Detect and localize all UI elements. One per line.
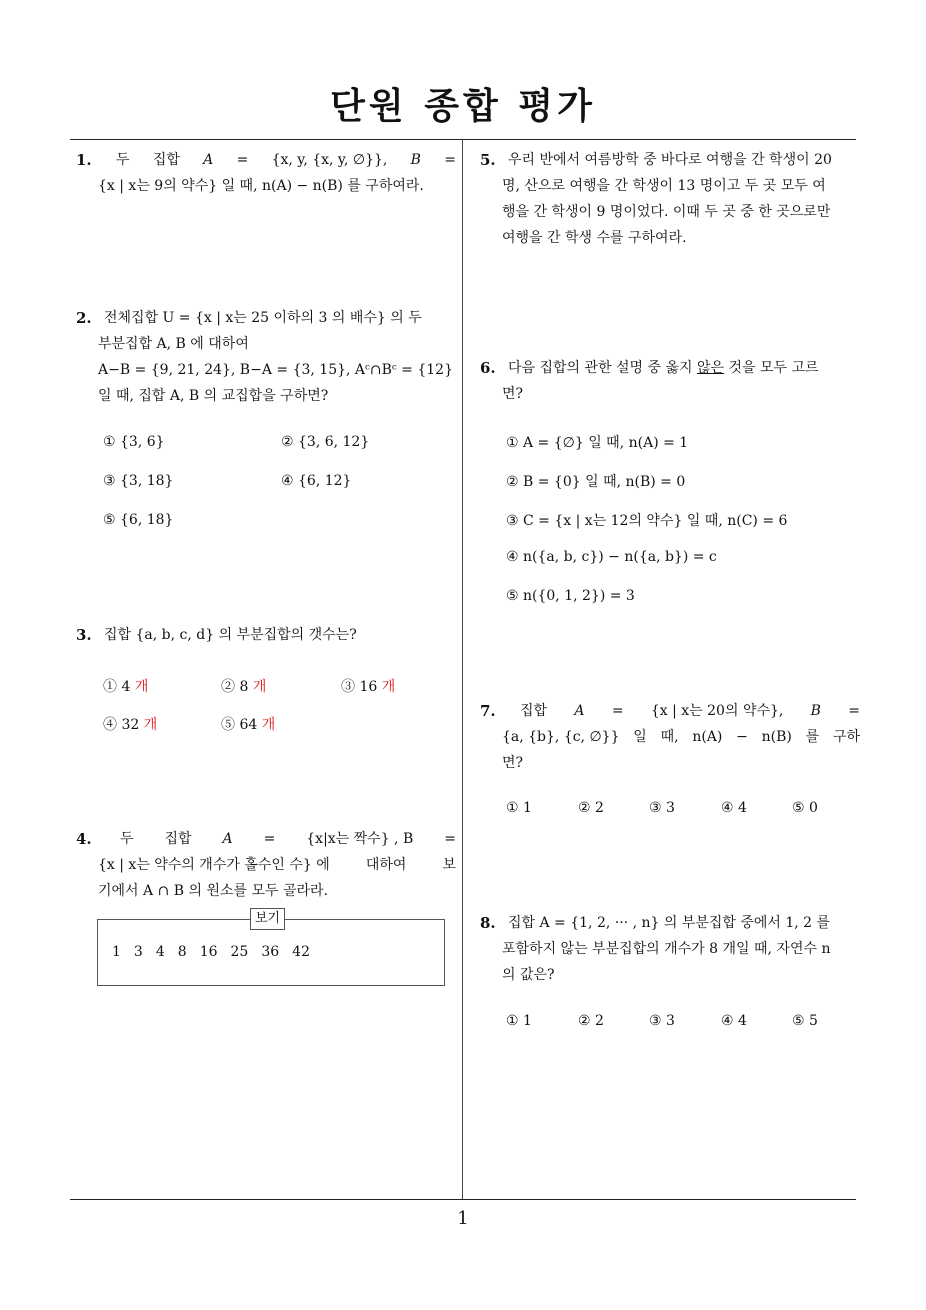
q1-line-1: 두 집합 A = {x, y, {x, y, ∅}}, B =: [116, 152, 456, 168]
page-title: 단원 종합 평가: [330, 86, 596, 127]
question-number: 8.: [480, 914, 496, 932]
q3-option-4[interactable]: ④ 32 개: [103, 717, 158, 733]
box-value: 4: [155, 944, 165, 960]
q6-line-2: 면?: [502, 386, 524, 402]
example-box-values: [112, 944, 323, 960]
box-value: 1: [112, 944, 121, 960]
box-value: 36: [261, 944, 280, 960]
question-number: 5.: [480, 151, 496, 169]
question-number: 1.: [76, 151, 92, 169]
question-number: 2.: [76, 309, 92, 327]
box-value: 42: [292, 944, 310, 960]
q3-text: 집합 {a, b, c, d} 의 부분집합의 갯수는?: [104, 627, 357, 643]
q2-option-4[interactable]: ④ {6, 12}: [281, 473, 352, 489]
example-box-label: 보기: [250, 908, 285, 930]
q7-line-3: 면?: [502, 755, 524, 771]
q4-line-1: 두 집합 A = {x|x는 짝수} , B =: [120, 831, 456, 847]
question-7: [480, 698, 860, 776]
question-number: 7.: [480, 702, 496, 720]
q5-line-4: 여행을 간 학생 수를 구하여라.: [502, 230, 687, 246]
q7-option-1[interactable]: ① 1: [506, 800, 532, 816]
q6-line-1: 다음 집합의 관한 설명 중 옳지 않은 것을 모두 고르: [508, 360, 819, 376]
q8-line-2: 포함하지 않는 부분집합의 개수가 8 개일 때, 자연수 n: [502, 941, 831, 957]
q5-line-2: 명, 산으로 여행을 간 학생이 13 명이고 두 곳 모두 여: [502, 178, 826, 194]
q8-option-5[interactable]: ⑤ 5: [792, 1013, 818, 1029]
question-2: [76, 305, 456, 409]
q2-option-2[interactable]: ② {3, 6, 12}: [281, 434, 370, 450]
box-value: 8: [177, 944, 187, 960]
q7-line-2: {a, {b}, {c, ∅}} 일 때, n(A) − n(B) 를 구하: [502, 729, 860, 745]
q1-line-2: {x | x는 9의 약수} 일 때, n(A) − n(B) 를 구하여라.: [98, 178, 424, 194]
q2-option-3[interactable]: ③ {3, 18}: [103, 473, 174, 489]
q6-option-3[interactable]: ③ C = {x | x는 12의 약수} 일 때, n(C) = 6: [506, 513, 788, 529]
box-value: 3: [133, 944, 143, 960]
q2-option-1[interactable]: ① {3, 6}: [103, 434, 165, 450]
page-number: 1: [457, 1208, 469, 1229]
emphasis-underline: 않은: [697, 360, 725, 376]
q5-line-1: 우리 반에서 여름방학 중 바다로 여행을 간 학생이 20: [508, 152, 832, 168]
q8-line-1: 집합 A = {1, 2, ··· , n} 의 부분집합 중에서 1, 2 를: [508, 915, 831, 931]
q2-line-2: 부분집합 A, B 에 대하여: [98, 336, 249, 352]
q4-line-3: 기에서 A ∩ B 의 원소를 모두 골라라.: [98, 883, 329, 899]
q6-option-1[interactable]: ① A = {∅} 일 때, n(A) = 1: [506, 435, 689, 451]
box-value: 25: [230, 944, 249, 960]
q2-line-1: 전체집합 U = {x | x는 25 이하의 3 의 배수} 의 두: [104, 310, 422, 326]
q8-option-2[interactable]: ② 2: [578, 1013, 604, 1029]
q7-option-3[interactable]: ③ 3: [649, 800, 675, 816]
q2-line-4: 일 때, 집합 A, B 의 교집합을 구하면?: [98, 388, 329, 404]
question-number: 4.: [76, 830, 92, 848]
q2-option-5[interactable]: ⑤ {6, 18}: [103, 512, 174, 528]
top-rule: [70, 139, 856, 140]
q8-line-3: 의 값은?: [502, 967, 555, 983]
q6-option-4[interactable]: ④ n({a, b, c}) − n({a, b}) = c: [506, 549, 717, 565]
question-number: 3.: [76, 626, 92, 644]
q8-option-1[interactable]: ① 1: [506, 1013, 532, 1029]
question-number: 6.: [480, 359, 496, 377]
q7-line-1: 집합 A = {x | x는 20의 약수}, B =: [520, 703, 860, 719]
question-5: [480, 147, 860, 251]
q7-option-4[interactable]: ④ 4: [721, 800, 747, 816]
question-4: [76, 826, 456, 904]
q4-line-2: {x | x는 약수의 개수가 홀수인 수} 에 대하여 보: [98, 857, 456, 873]
q8-option-3[interactable]: ③ 3: [649, 1013, 675, 1029]
q7-option-2[interactable]: ② 2: [578, 800, 604, 816]
question-1: [76, 147, 456, 199]
bottom-rule: [70, 1199, 856, 1200]
q2-line-3: A−B = {9, 21, 24}, B−A = {3, 15}, Aᶜ∩Bᶜ = {12}: [98, 362, 453, 378]
q6-option-5[interactable]: ⑤ n({0, 1, 2}) = 3: [506, 588, 635, 604]
q3-option-5[interactable]: ⑤ 64 개: [221, 717, 276, 733]
question-6: [480, 355, 860, 407]
q3-option-2[interactable]: ② 8 개: [221, 679, 267, 695]
q6-option-2[interactable]: ② B = {0} 일 때, n(B) = 0: [506, 474, 686, 490]
q3-option-1[interactable]: ① 4 개: [103, 679, 149, 695]
question-8: [480, 910, 860, 988]
question-3: [76, 622, 456, 648]
q3-option-3[interactable]: ③ 16 개: [341, 679, 396, 695]
q7-option-5[interactable]: ⑤ 0: [792, 800, 818, 816]
box-value: 16: [199, 944, 218, 960]
q8-option-4[interactable]: ④ 4: [721, 1013, 747, 1029]
column-divider: [462, 139, 463, 1200]
q5-line-3: 행을 간 학생이 9 명이었다. 이때 두 곳 중 한 곳으로만: [502, 204, 831, 220]
